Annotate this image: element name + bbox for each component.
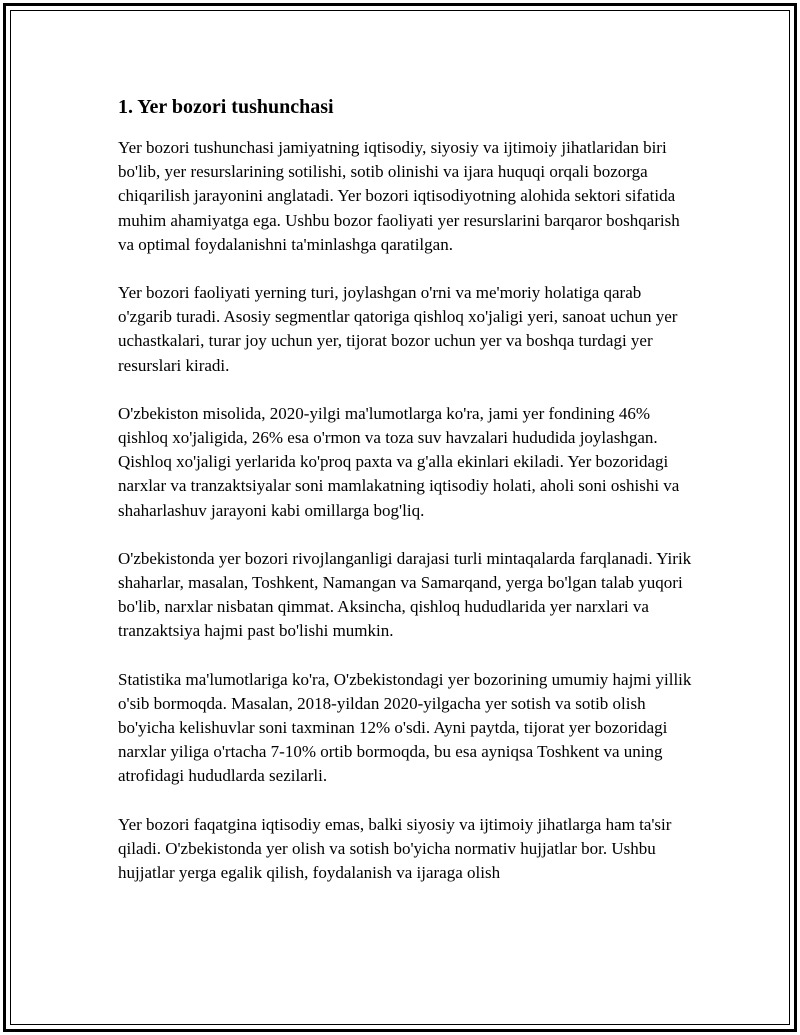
paragraph-1: Yer bozori tushunchasi jamiyatning iqtisodiy, siyosiy va ijtimoiy jihatlaridan biri bo'lib, yer resurslarining sotilishi, sotib olinishi va ijara huquqi orqali bozorga chiqarilish jarayonini anglatadi. Yer bozori iqtisodiyotning alohida sektori sifatida muhim ahamiyatga ega. Ushbu bozor faoliyati yer resurslarini barqaror boshqarish va optimal foydalanishni ta'minlashga qaratilgan. — [118, 138, 680, 254]
document-body — [118, 92, 698, 885]
section-heading: 1. Yer bozori tushunchasi — [118, 96, 334, 118]
paragraph-4: O'zbekistonda yer bozori rivojlanganligi darajasi turli mintaqalarda farqlanadi. Yirik shaharlar, masalan, Toshkent, Namangan va Samarqand, yerga bo'lgan talab yuqori bo'lib, narxlar nisbatan qimmat. Aksincha, qishloq hududlarida yer narxlari va tranzaktsiya hajmi past bo'lishi mumkin. — [118, 548, 692, 641]
paragraph-3: O'zbekiston misolida, 2020-yilgi ma'lumotlarga ko'ra, jami yer fondining 46% qishloq xo'jaligida, 26% esa o'rmon va toza suv havzalari hududida joylashgan. Qishloq xo'jaligi yerlarida ko'proq paxta va g'alla ekinlari ekiladi. Yer bozoridagi narxlar va tranzaktsiyalar soni mamlakatning iqtisodiy holati, aholi soni oshishi va shaharlashuv jarayoni kabi omillarga bog'liq. — [118, 403, 680, 520]
paragraph-5: Statistika ma'lumotlariga ko'ra, O'zbekistondagi yer bozorining umumiy hajmi yillik o'sib bormoqda. Masalan, 2018-yildan 2020-yilgacha yer sotish va sotib olish bo'yicha kelishuvlar soni taxminan 12% o'sdi. Ayni paytda, tijorat yer bozoridagi narxlar yiliga o'rtacha 7-10% ortib bormoqda, bu esa ayniqsa Toshkent va uning atrofidagi hududlarda sezilarli. — [118, 669, 692, 786]
paragraph-2: Yer bozori faoliyati yerning turi, joylashgan o'rni va me'moriy holatiga qarab o'zgarib turadi. Asosiy segmentlar qatoriga qishloq xo'jaligi yeri, sanoat uchun yer uchastkalari, turar joy uchun yer, tijorat bozor uchun yer va boshqa turdagi yer resurslari kiradi. — [118, 283, 678, 375]
paragraph-6: Yer bozori faqatgina iqtisodiy emas, balki siyosiy va ijtimoiy jihatlarga ham ta'sir qiladi. O'zbekistonda yer olish va sotish bo'yicha normativ hujjatlar bor. Ushbu hujjatlar yerga egalik qilish, foydalanish va ijaraga olish — [118, 814, 672, 883]
